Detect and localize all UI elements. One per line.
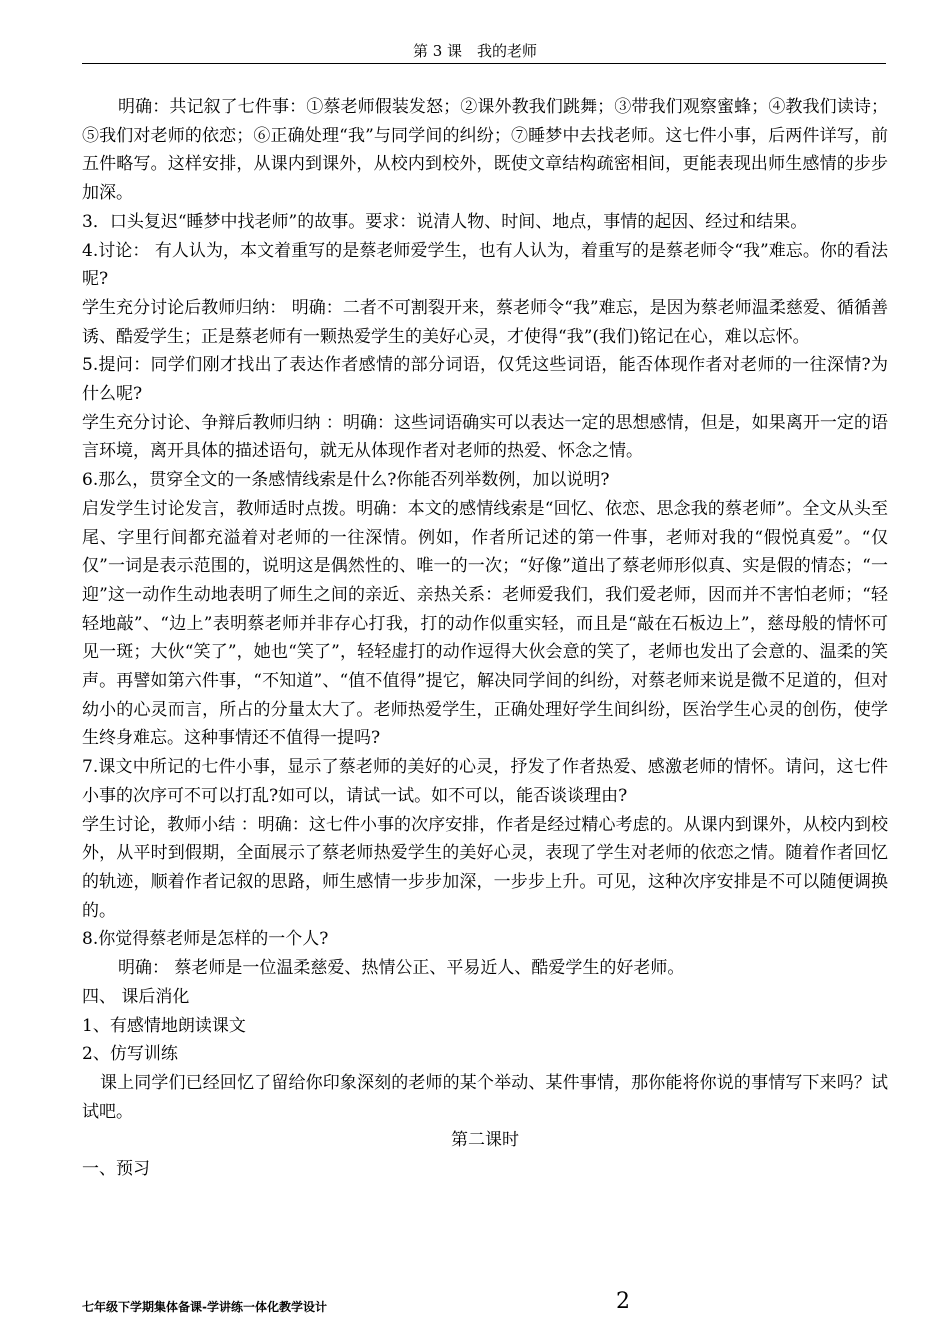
paragraph: 明确：共记叙了七件事：①蔡老师假装发怒；②课外教我们跳舞；③带我们观察蜜蜂；④教我们读诗；⑤我们对老师的依恋；⑥正确处理“我”与同学间的纠纷；⑦睡梦中去找老师。这七件小事，后两件详写，前五件略写。这样安排，从课内到课外，从校内到校外，既使文章结构疏密相间，更能表现出师生感情的步步加深。 <box>82 97 888 204</box>
page-number: 2 <box>616 1289 630 1314</box>
paragraph: 5.提问：同学们刚才找出了表达作者感情的部分词语，仅凭这些词语，能否体现作者对老师的一往深情?为什么呢? <box>82 355 888 405</box>
paragraph: 明确： 蔡老师是一位温柔慈爱、热情公正、平易近人、酷爱学生的好老师。 <box>118 958 685 979</box>
paragraph: 课上同学们已经回忆了留给你印象深刻的老师的某个举动、某件事情，那你能将你说的事情写下来吗？试试吧。 <box>82 1072 888 1122</box>
list-item: 1、有感情地朗读课文 <box>82 1015 246 1036</box>
paragraph: 4.讨论： 有人认为，本文着重写的是蔡老师爱学生，也有人认为，着重写的是蔡老师令“我”难忘。你的看法呢? <box>82 240 888 290</box>
list-item: 2、仿写训练 <box>82 1044 178 1065</box>
section-heading: 一、预习 <box>82 1159 150 1180</box>
paragraph: 6.那么，贯穿全文的一条感情线索是什么?你能否列举数例，加以说明? <box>82 470 610 491</box>
paragraph: 3．口头复迟“睡梦中找老师”的故事。要求：说清人物、时间、地点，事情的起因、经过和结果。 <box>82 211 808 232</box>
footer-text: 七年级下学期集体备课-学讲练一体化教学设计 <box>82 1300 327 1314</box>
header-divider <box>82 63 886 64</box>
paragraph: 学生充分讨论、争辩后教师归纳 ：明确：这些词语确实可以表达一定的思想感情，但是，如果离开一定的语言环境，离开具体的描述语句，就无从体现作者对老师的热爱、怀念之情。 <box>82 412 888 462</box>
section-heading: 四、 课后消化 <box>82 986 190 1007</box>
lesson-heading: 第二课时 <box>451 1130 519 1151</box>
paragraph: 7.课文中所记的七件小事，显示了蔡老师的美好的心灵，抒发了作者热爱、感激老师的情怀。请问，这七件小事的次序可不可以打乱?如可以，请试一试。如不可以，能否谈谈理由? <box>82 757 888 806</box>
paragraph: 学生充分讨论后教师归纳： 明确：二者不可割裂开来，蔡老师令“我”难忘，是因为蔡老师温柔慈爱、循循善诱、酷爱学生；正是蔡老师有一颗热爱学生的美好心灵，才使得“我”(我们)铭记在心，难以忘怀。 <box>82 297 888 347</box>
page-header-title: 第 3 课 我的老师 <box>412 42 538 60</box>
paragraph: 启发学生讨论发言，教师适时点拨。明确：本文的感情线索是“回忆、依恋、思念我的蔡老师”。全文从头至尾、字里行间都充溢着对老师的一往深情。例如，作者所记述的第一件事，老师对我的“假悦真爱”。“仅仅”一词是表示范围的，说明这是偶然性的、唯一的一次；“好像”道出了蔡老师形似真、实是假的情态；“一迎”这一动作生动地表明了师生之间的亲近、亲热关系：老师爱我们，我们爱老师，因而并不害怕老师；“轻轻地敲”、“边上”表明蔡老师并非存心打我，打的动作似重实轻，而且是“敲在石板边上”，慈母般的情怀可见一斑；大伙“笑了”，她也“笑了”，轻轻虚打的动作逗得大伙会意的笑了，老师也发出了会意的、温柔的笑声。再譬如第六件事，“不知道”、“值不值得”提它，解决同学间的纠纷，对蔡老师来说是微不足道的，但对幼小的心灵而言，所占的分量太大了。老师热爱学生，正确处理好学生间纠纷，医治学生心灵的创伤，使学生终身难忘。这种事情还不值得一提吗? <box>82 498 888 749</box>
document-body <box>82 93 888 1184</box>
paragraph: 8.你觉得蔡老师是怎样的一个人? <box>82 929 329 950</box>
paragraph: 学生讨论，教师小结 ：明确：这七件小事的次序安排，作者是经过精心考虑的。从课内到课外，从校内到校外，从平时到假期，全面展示了蔡老师热爱学生的美好心灵，表现了学生对老师的依恋之情。随着作者回忆的轨迹，顺着作者记叙的思路，师生感情一步步加深，一步步上升。可见，这种次序安排是不可以随便调换的。 <box>82 814 888 921</box>
